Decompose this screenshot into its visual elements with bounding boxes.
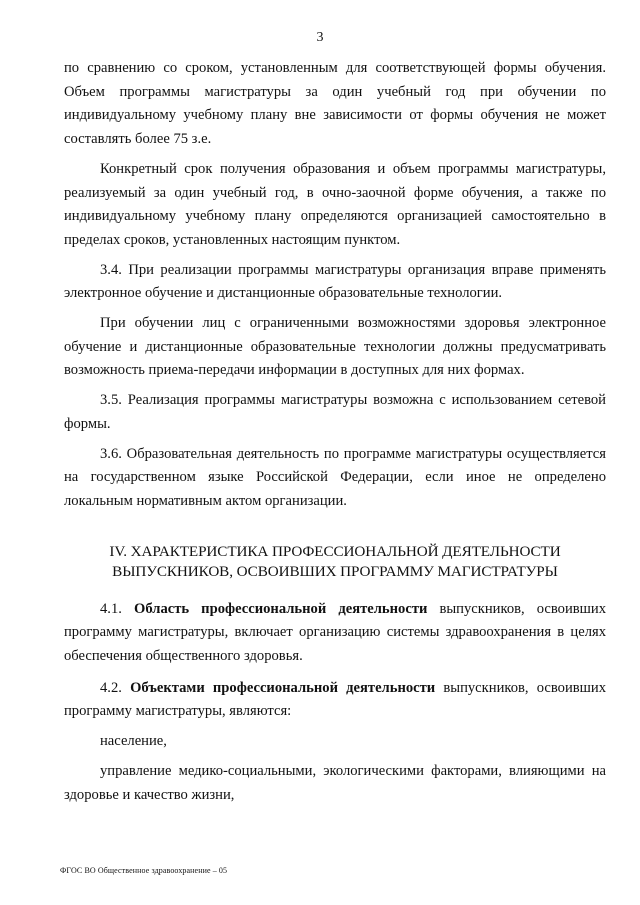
list-item: население, [100,733,167,750]
section-heading-line-1: IV. ХАРАКТЕРИСТИКА ПРОФЕССИОНАЛЬНОЙ ДЕЯТЕЛЬНОСТИ [109,542,561,560]
paragraph-4-2-term: Объектами профессиональной деятельности [130,679,436,696]
list-item: управление медико-социальными, экологическими факторами, влияющими на здоровье и качество жизни, [64,762,606,803]
section-heading [64,542,606,582]
paragraph-4-1 [64,598,606,669]
document-body [64,57,606,807]
paragraph-4-2 [64,677,606,724]
paragraph-4-2-number: 4.2. [100,679,122,696]
section-heading-line-2: ВЫПУСКНИКОВ, ОСВОИВШИХ ПРОГРАММУ МАГИСТРАТУРЫ [112,562,558,580]
page-number: 3 [316,30,324,45]
paragraph-4-2-text: выпускников, освоивших программу магистратуры, являются: [64,679,606,720]
paragraph-4-1-number: 4.1. [100,600,122,617]
page-footer: ФГОС ВО Общественное здравоохранение – 05 [60,866,228,875]
paragraph-3-4: 3.4. При реализации программы магистратуры организация вправе применять электронное обучение и дистанционные образовательные технологии. [64,261,606,302]
paragraph-4-1-term: Область профессиональной деятельности [133,600,428,617]
paragraph-continuation: по сравнению со сроком, установленным для соответствующей формы обучения. Объем программы магистратуры за один учебный год при обучении по индивидуальному учебному плану вне зависимости от формы обучения не может составлять более 75 з.е. [64,60,606,148]
paragraph-term: Конкретный срок получения образования и объем программы магистратуры, реализуемый за один учебный год, в очно-заочной форме обучения, а также по индивидуальному учебному плану определяются организацией самостоятельно в пределах сроков, установленных настоящим пунктом. [64,160,606,248]
paragraph-disabilities: При обучении лиц с ограниченными возможностями здоровья электронное обучение и дистанционные образовательные технологии должны предусматривать возможность приема-передачи информации в доступных для них формах. [64,315,606,379]
paragraph-3-6: 3.6. Образовательная деятельность по программе магистратуры осуществляется на государственном языке Российской Федерации, если иное не определено локальным нормативным актом организации. [64,445,606,509]
paragraph-4-1-text: выпускников, освоивших программу магистратуры, включает организацию системы здравоохранения в целях обеспечения общественного здоровья. [64,600,606,665]
paragraph-3-5: 3.5. Реализация программы магистратуры возможна с использованием сетевой формы. [64,392,606,432]
